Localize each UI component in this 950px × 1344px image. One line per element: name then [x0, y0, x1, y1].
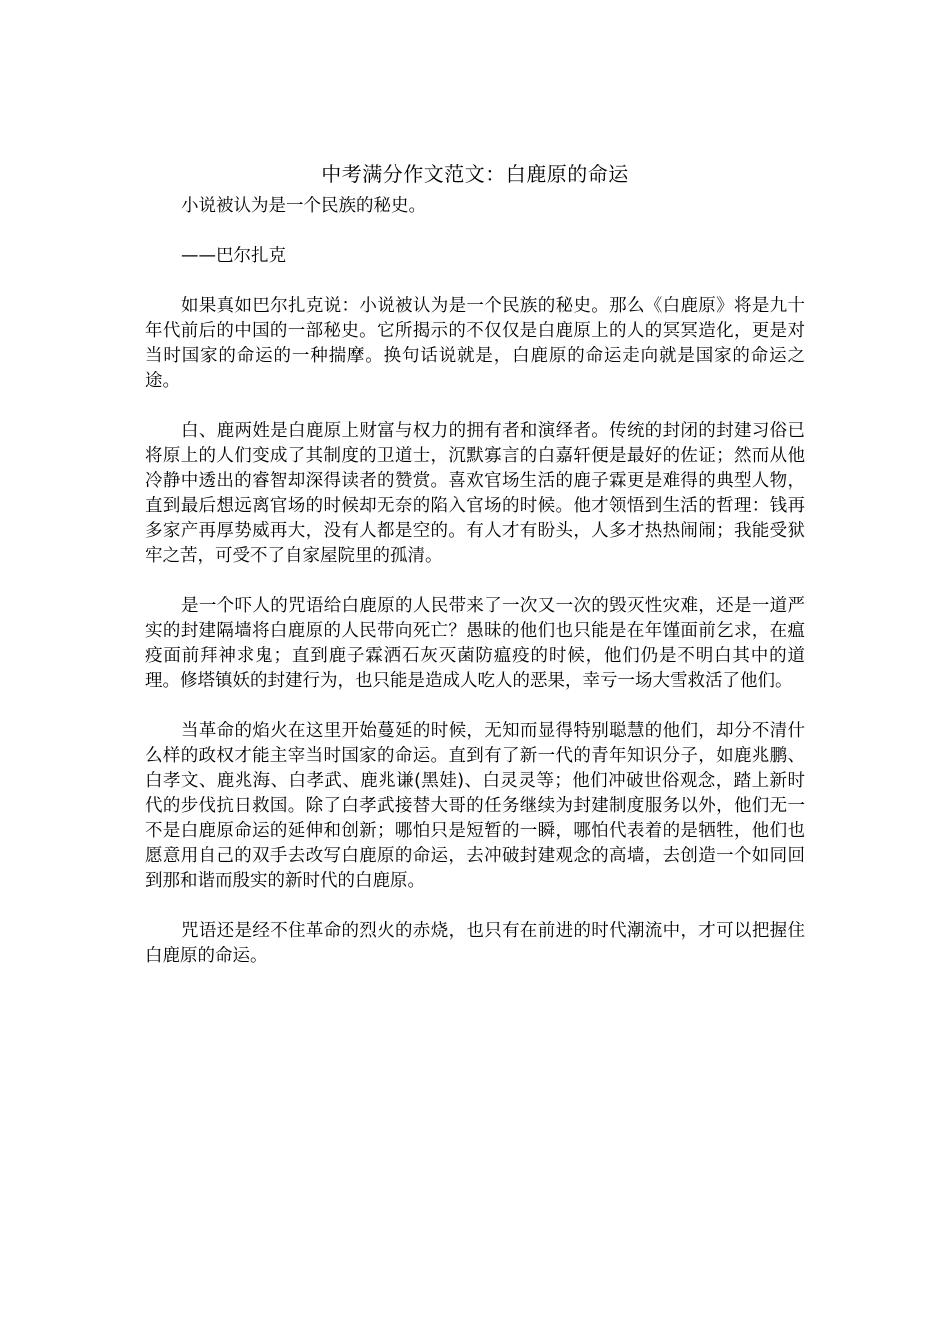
epigraph: 小说被认为是一个民族的秘史。: [181, 196, 426, 216]
document-page: [145, 160, 805, 969]
body-paragraph-2: 白、鹿两姓是白鹿原上财富与权力的拥有者和演绎者。传统的封闭的封建习俗已将原上的人们变成了其制度的卫道士，沉默寡言的白嘉轩便是最好的佐证；然而从他冷静中透出的睿智却深得读者的赞赏。喜欢官场生活的鹿子霖更是难得的典型人物，直到最后想远离官场的时候却无奈的陷入官场的时候。他才领悟到生活的哲理：钱再多家产再厚势威再大，没有人都是空的。有人才有盼头，人多才热热闹闹；我能受狱牢之苦，可受不了自家屋院里的孤清。: [145, 421, 805, 566]
body-paragraph-5: 咒语还是经不住革命的烈火的赤烧，也只有在前进的时代潮流中，才可以把握住白鹿原的命运。: [145, 921, 805, 966]
paragraph-spacer: [145, 394, 805, 419]
paragraph-spacer: [145, 269, 805, 294]
epigraph-attribution: ——巴尔扎克: [181, 246, 286, 266]
body-paragraph-4: 当革命的焰火在这里开始蔓延的时候，无知而显得特别聪慧的他们，却分不清什么样的政权才能主宰当时国家的命运。直到有了新一代的青年知识分子，如鹿兆鹏、白孝文、鹿兆海、白孝武、鹿兆谦(黑娃)、白灵灵等；他们冲破世俗观念，踏上新时代的步伐抗日救国。除了白孝武接替大哥的任务继续为封建制度服务以外，他们无一不是白鹿原命运的延伸和创新；哪怕只是短暂的一瞬，哪怕代表着的是牺牲，他们也愿意用自己的双手去改写白鹿原的命运，去冲破封建观念的高墙，去创造一个如同回到那和谐而殷实的新时代的白鹿原。: [145, 721, 805, 891]
paragraph-spacer: [145, 569, 805, 594]
document-title: 中考满分作文范文：白鹿原的命运: [321, 162, 629, 186]
body-paragraph-3: 是一个吓人的咒语给白鹿原的人民带来了一次又一次的毁灭性灾难，还是一道严实的封建隔墙将白鹿原的人民带向死亡？愚昧的他们也只能是在年馑面前乞求，在瘟疫面前拜神求鬼；直到鹿子霖洒石灰灭菌防瘟疫的时候，他们仍是不明白其中的道理。修塔镇妖的封建行为，也只能是造成人吃人的恶果，幸亏一场大雪救活了他们。: [145, 596, 805, 691]
paragraph-spacer: [145, 219, 805, 244]
paragraph-spacer: [145, 894, 805, 919]
paragraph-spacer: [145, 694, 805, 719]
body-paragraph-1: 如果真如巴尔扎克说：小说被认为是一个民族的秘史。那么《白鹿原》将是九十年代前后的中国的一部秘史。它所揭示的不仅仅是白鹿原上的人的冥冥造化，更是对当时国家的命运的一种揣摩。换句话说就是，白鹿原的命运走向就是国家的命运之途。: [145, 296, 805, 391]
